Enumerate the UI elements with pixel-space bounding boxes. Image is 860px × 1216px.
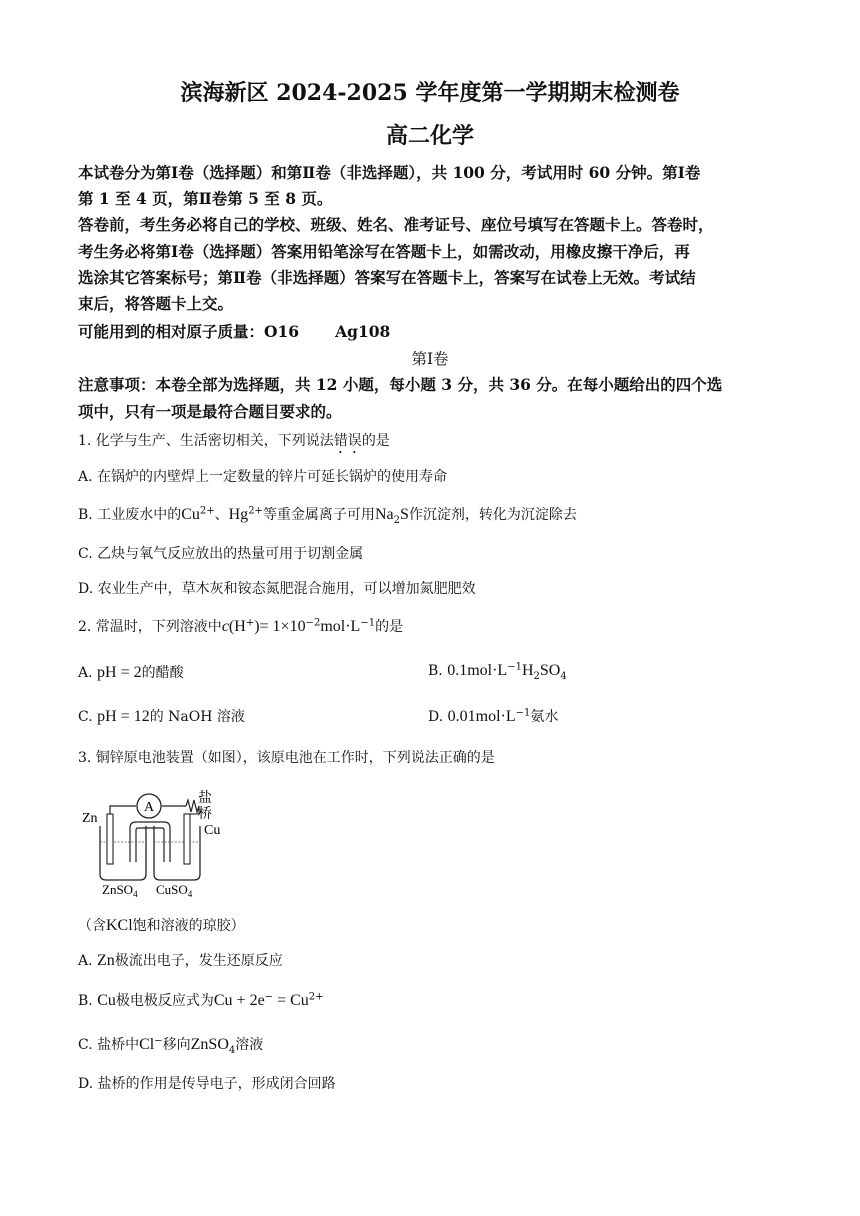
instructions-line-2: 第 1 至 4 页，第Ⅱ卷第 5 至 8 页。: [78, 189, 333, 208]
q1-stem-text: 1. 化学与生产、生活密切相关，下列说法: [78, 433, 334, 449]
q2-option-b[interactable]: [428, 662, 567, 680]
q3-c-cl-charge: −: [154, 1035, 163, 1047]
atomic-mass-ag: Ag108: [335, 322, 391, 341]
atomic-mass-line: [78, 320, 390, 342]
q2-c-text: 的 NaOH 溶液: [149, 709, 245, 725]
q1-b-ion2: Hg: [228, 506, 249, 523]
question-2-stem: 2. 常温时，下列溶液中$c(H^+)= 1\times 10^{-2}mol\cdot L^{-1}$的是: [78, 617, 404, 635]
q3-b-cu: Cu: [97, 992, 116, 1009]
q1-option-c[interactable]: C. 乙炔与氧气反应放出的热量可用于切割金属: [78, 546, 364, 562]
zn-label: Zn: [82, 811, 98, 826]
q3-a-text: 极流出电子，发生还原反应: [114, 953, 283, 969]
instructions-line-4: 考生务必将第Ⅰ卷（选择题）答案用铅笔涂写在答题卡上，如需改动，用橡皮擦干净后，再: [78, 242, 690, 261]
q2-exp: −2: [305, 617, 321, 629]
q3-option-c[interactable]: [78, 1034, 263, 1054]
q3-c-znso-sub: 4: [228, 1044, 236, 1056]
q2-h: H: [234, 618, 246, 635]
q3-option-a[interactable]: [78, 950, 283, 970]
q1-b-sep: 、: [214, 507, 229, 523]
section-heading: 第Ⅰ卷: [411, 350, 449, 368]
q3-option-b[interactable]: [78, 990, 324, 1010]
q2-c-label: C.: [78, 709, 93, 725]
q1-option-b[interactable]: [78, 504, 577, 524]
q2-eq: = 1×10: [259, 618, 306, 635]
salt-bridge-label-2: 桥: [198, 807, 212, 822]
copper-electrode: [184, 814, 190, 864]
q2-c-math: pH = 12: [97, 708, 150, 725]
q3-c-znso: ZnSO: [190, 1036, 229, 1053]
q3-c-text: C. 盐桥中: [78, 1037, 140, 1053]
q3-a-label: A.: [78, 953, 93, 969]
q1-b-ion1: Cu: [181, 506, 200, 523]
notice-line-1: 注意事项：本卷全部为选择题，共 12 小题，每小题 3 分，共 36 分。在每小题给出的四个选: [78, 375, 723, 394]
q3-b-label: B.: [78, 993, 93, 1009]
q1-b-text: B. 工业废水中的: [78, 507, 182, 523]
instructions-line-1: 本试卷分为第Ⅰ卷（选择题）和第Ⅱ卷（非选择题），共 100 分，考试用时 60 分钟。第Ⅰ卷: [78, 163, 701, 182]
q2-d-label: D.: [428, 709, 444, 725]
instructions-line-3: 答卷前，考生务必将自己的学校、班级、姓名、准考证号、座位号填写在答题卡上。答卷时，: [78, 215, 714, 234]
q3-option-d[interactable]: D. 盐桥的作用是传导电子，形成闭合回路: [78, 1076, 336, 1092]
galvanic-cell-diagram: [78, 782, 238, 897]
caption-text-end: 饱和溶液的琼胶）: [132, 918, 245, 934]
q2-b-label: B.: [428, 663, 443, 679]
q1-b-na: Na: [374, 506, 394, 523]
salt-bridge-label-1: 盐: [198, 791, 212, 806]
wire-left: [110, 806, 136, 814]
question-3-stem: 3. 铜锌原电池装置（如图），该原电池在工作时，下列说法正确的是: [78, 750, 495, 766]
q2-b-exp: −1: [507, 661, 522, 673]
salt-bridge-inner: [136, 828, 164, 862]
q2-b-so-sub: 4: [560, 670, 567, 682]
ammeter-label: A: [143, 800, 155, 815]
q3-c-cl: Cl: [139, 1036, 155, 1053]
right-beaker: [154, 826, 200, 880]
q2-b-h: H: [521, 662, 534, 679]
page-title: 滨海新区 2024-2025 学年度第一学期期末检测卷: [180, 80, 680, 106]
caption-text: （含: [78, 918, 106, 934]
q2-option-c[interactable]: [78, 706, 245, 726]
q2-d-exp: −1: [515, 707, 531, 719]
q3-a-zn: Zn: [97, 952, 115, 969]
caption-kcl: KCl: [106, 917, 133, 934]
q3-b-eq2-charge: 2+: [308, 991, 324, 1003]
q2-c: c: [221, 618, 229, 635]
q2-unit-exp: −1: [360, 617, 376, 629]
q2-stem-text: 2. 常温时，下列溶液中: [78, 619, 222, 635]
instructions-line-6: 束后，将答题卡上交。: [78, 294, 234, 313]
q2-stem-end: 的是: [375, 619, 404, 635]
notice-line-2: 项中，只有一项是最符合题目要求的。: [78, 402, 342, 421]
page-subtitle: 高二化学: [385, 123, 474, 149]
q2-a-text: 的醋酸: [141, 665, 184, 681]
q3-b-eq2: = Cu: [277, 992, 309, 1009]
q1-option-a[interactable]: A. 在锅炉的内壁焊上一定数量的锌片可延长锅炉的使用寿命: [78, 469, 448, 485]
q3-c-text3: 溶液: [235, 1037, 264, 1053]
q1-b-s: S: [399, 506, 409, 523]
cu-label: Cu: [204, 823, 221, 838]
q2-d-math: 0.01mol·L: [447, 708, 516, 725]
q3-c-text2: 移向: [162, 1037, 191, 1053]
instructions-line-5: 选涂其它答案标号；第Ⅱ卷（非选择题）答案写在答题卡上，答案写在试卷上无效。考试结: [78, 268, 696, 287]
q2-b-so: SO: [539, 662, 561, 679]
q2-d-text: 氨水: [530, 709, 559, 725]
atomic-mass-o: O16: [264, 322, 300, 341]
right-solution-label: CuSO$_4$: [156, 882, 193, 897]
q3-b-eq1-charge: −: [264, 991, 274, 1003]
q2-option-d[interactable]: [428, 706, 558, 726]
q1-option-d[interactable]: D. 农业生产中，草木灰和铵态氮肥混合施用，可以增加氮肥肥效: [78, 581, 476, 597]
q2-unit: mol·L: [320, 618, 361, 635]
q2-b-math: 0.1mol·L: [447, 662, 508, 679]
q1-b-na-sub: 2: [393, 514, 400, 526]
atomic-mass-label: 可能用到的相对原子质量：: [78, 322, 265, 341]
diagram-caption: [78, 915, 245, 935]
q1-b-text3: 作沉淀剂，转化为沉淀除去: [408, 507, 577, 523]
q2-h-charge: +: [245, 617, 255, 629]
zinc-electrode: [107, 814, 113, 864]
left-solution-label: ZnSO$_4$: [102, 882, 138, 897]
q1-b-text2: 等重金属离子可用: [262, 507, 375, 523]
q2-option-a[interactable]: [78, 662, 184, 682]
q2-a-label: A.: [78, 665, 93, 681]
q1-b-ion1-charge: 2+: [199, 505, 215, 517]
q2-a-math: pH = 2: [97, 664, 142, 681]
q1-stem-end: 的是: [361, 433, 390, 449]
q3-b-eq1: Cu + 2e: [213, 992, 265, 1009]
q3-b-text: 极电极反应式为: [115, 993, 214, 1009]
question-1-stem: [78, 430, 390, 457]
q2-b-h-sub: 2: [533, 670, 540, 682]
q1-emphasis: 错误: [333, 433, 362, 449]
q1-b-ion2-charge: 2+: [248, 505, 263, 517]
